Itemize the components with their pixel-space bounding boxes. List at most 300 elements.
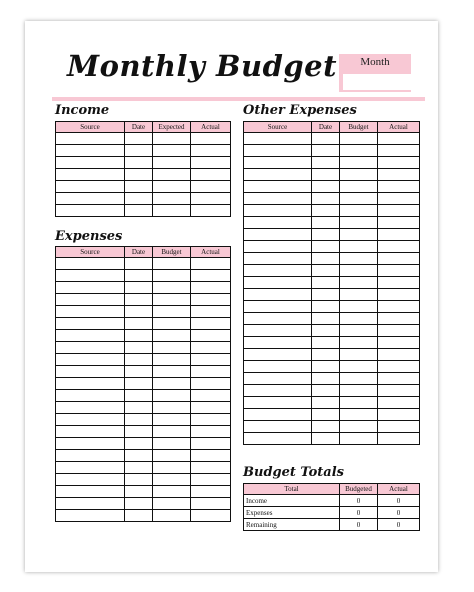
other-expenses-cell[interactable] — [340, 397, 378, 409]
other-expenses-cell[interactable] — [378, 157, 420, 169]
other-expenses-cell[interactable] — [340, 409, 378, 421]
expenses-cell[interactable] — [153, 390, 191, 402]
expenses-cell[interactable] — [191, 294, 231, 306]
totals-row-label: Remaining — [244, 519, 340, 531]
other-expenses-cell[interactable] — [244, 349, 312, 361]
income-cell[interactable] — [125, 205, 153, 217]
expenses-cell[interactable] — [56, 498, 125, 510]
other-expenses-cell[interactable] — [312, 301, 340, 313]
other-expenses-cell[interactable] — [340, 349, 378, 361]
other-expenses-cell[interactable] — [378, 337, 420, 349]
other-expenses-cell[interactable] — [340, 265, 378, 277]
expenses-cell[interactable] — [191, 486, 231, 498]
income-cell[interactable] — [56, 157, 125, 169]
other-expenses-cell[interactable] — [340, 289, 378, 301]
other-expenses-cell[interactable] — [244, 277, 312, 289]
other-expenses-cell[interactable] — [378, 145, 420, 157]
other-expenses-cell[interactable] — [378, 133, 420, 145]
other-expenses-cell[interactable] — [340, 217, 378, 229]
other-col-budget: Budget — [340, 122, 378, 133]
other-expenses-cell[interactable] — [378, 253, 420, 265]
expenses-cell[interactable] — [153, 294, 191, 306]
expenses-cell[interactable] — [191, 474, 231, 486]
other-expenses-cell[interactable] — [312, 265, 340, 277]
expenses-cell[interactable] — [125, 402, 153, 414]
other-expenses-cell[interactable] — [340, 337, 378, 349]
other-col-date: Date — [312, 122, 340, 133]
expenses-cell[interactable] — [125, 342, 153, 354]
income-cell[interactable] — [191, 133, 231, 145]
income-table — [55, 121, 231, 217]
other-expenses-cell[interactable] — [312, 361, 340, 373]
expenses-cell[interactable] — [191, 498, 231, 510]
other-expenses-cell[interactable] — [244, 133, 312, 145]
totals-budgeted-value: 0 — [340, 507, 378, 519]
expenses-row — [56, 258, 231, 270]
other-expenses-cell[interactable] — [340, 385, 378, 397]
expenses-cell[interactable] — [125, 270, 153, 282]
expenses-row — [56, 342, 231, 354]
month-input[interactable] — [343, 74, 411, 90]
income-cell[interactable] — [191, 205, 231, 217]
other-expenses-cell[interactable] — [244, 409, 312, 421]
other-expenses-cell[interactable] — [378, 409, 420, 421]
other-expenses-cell[interactable] — [340, 325, 378, 337]
expenses-cell[interactable] — [153, 474, 191, 486]
expenses-cell[interactable] — [56, 474, 125, 486]
totals-row-remaining — [244, 519, 420, 531]
expenses-cell[interactable] — [153, 354, 191, 366]
expenses-cell[interactable] — [191, 414, 231, 426]
income-cell[interactable] — [56, 205, 125, 217]
income-cell[interactable] — [56, 181, 125, 193]
expenses-row — [56, 390, 231, 402]
expenses-cell[interactable] — [125, 426, 153, 438]
other-expenses-row — [244, 193, 420, 205]
other-expenses-cell[interactable] — [312, 229, 340, 241]
other-expenses-row — [244, 301, 420, 313]
other-expenses-cell[interactable] — [244, 373, 312, 385]
other-expenses-cell[interactable] — [378, 181, 420, 193]
expenses-cell[interactable] — [191, 378, 231, 390]
expenses-cell[interactable] — [125, 498, 153, 510]
other-expenses-row — [244, 325, 420, 337]
totals-actual-value: 0 — [378, 495, 420, 507]
expenses-cell[interactable] — [153, 510, 191, 522]
income-cell[interactable] — [56, 133, 125, 145]
expenses-cell[interactable] — [153, 462, 191, 474]
expenses-cell[interactable] — [125, 330, 153, 342]
expenses-cell[interactable] — [153, 330, 191, 342]
other-expenses-cell[interactable] — [312, 193, 340, 205]
other-expenses-cell[interactable] — [378, 397, 420, 409]
other-expenses-cell[interactable] — [312, 313, 340, 325]
expenses-cell[interactable] — [191, 270, 231, 282]
other-expenses-cell[interactable] — [244, 337, 312, 349]
expenses-cell[interactable] — [56, 354, 125, 366]
other-expenses-cell[interactable] — [312, 133, 340, 145]
income-cell[interactable] — [153, 133, 191, 145]
other-expenses-cell[interactable] — [378, 289, 420, 301]
other-expenses-cell[interactable] — [244, 313, 312, 325]
expenses-cell[interactable] — [153, 414, 191, 426]
expenses-title: Expenses — [55, 229, 123, 244]
other-expenses-cell[interactable] — [312, 397, 340, 409]
other-expenses-cell[interactable] — [378, 241, 420, 253]
other-expenses-cell[interactable] — [340, 193, 378, 205]
income-cell[interactable] — [153, 181, 191, 193]
other-expenses-row — [244, 217, 420, 229]
other-expenses-cell[interactable] — [312, 181, 340, 193]
income-cell[interactable] — [191, 157, 231, 169]
other-expenses-cell[interactable] — [378, 205, 420, 217]
other-expenses-cell[interactable] — [378, 169, 420, 181]
other-expenses-cell[interactable] — [340, 361, 378, 373]
month-label: Month — [360, 56, 390, 68]
income-cell[interactable] — [56, 169, 125, 181]
expenses-row — [56, 282, 231, 294]
income-title: Income — [55, 103, 110, 118]
other-expenses-cell[interactable] — [378, 265, 420, 277]
other-expenses-cell[interactable] — [312, 325, 340, 337]
other-expenses-cell[interactable] — [244, 385, 312, 397]
income-cell[interactable] — [56, 145, 125, 157]
expenses-row — [56, 354, 231, 366]
other-expenses-cell[interactable] — [340, 241, 378, 253]
other-expenses-cell[interactable] — [340, 277, 378, 289]
expenses-cell[interactable] — [125, 486, 153, 498]
other-expenses-cell[interactable] — [378, 361, 420, 373]
expenses-cell[interactable] — [153, 378, 191, 390]
other-expenses-cell[interactable] — [340, 421, 378, 433]
income-row — [56, 181, 231, 193]
expenses-row — [56, 498, 231, 510]
expenses-cell[interactable] — [56, 390, 125, 402]
other-expenses-cell[interactable] — [312, 421, 340, 433]
other-expenses-cell[interactable] — [378, 217, 420, 229]
other-expenses-row — [244, 205, 420, 217]
expenses-cell[interactable] — [153, 306, 191, 318]
expenses-cell[interactable] — [125, 474, 153, 486]
expenses-row — [56, 450, 231, 462]
income-cell[interactable] — [125, 145, 153, 157]
other-expenses-cell[interactable] — [340, 205, 378, 217]
expenses-cell[interactable] — [153, 282, 191, 294]
other-expenses-cell[interactable] — [244, 193, 312, 205]
expenses-cell[interactable] — [125, 366, 153, 378]
income-col-source: Source — [56, 122, 125, 133]
expenses-row — [56, 270, 231, 282]
expenses-cell[interactable] — [56, 462, 125, 474]
expenses-cell[interactable] — [153, 318, 191, 330]
other-expenses-cell[interactable] — [312, 253, 340, 265]
other-expenses-cell[interactable] — [378, 301, 420, 313]
income-row — [56, 145, 231, 157]
other-expenses-cell[interactable] — [312, 373, 340, 385]
income-cell[interactable] — [191, 181, 231, 193]
other-expenses-cell[interactable] — [340, 133, 378, 145]
expenses-cell[interactable] — [153, 270, 191, 282]
totals-row-income — [244, 495, 420, 507]
expenses-cell[interactable] — [191, 330, 231, 342]
other-expenses-cell[interactable] — [340, 169, 378, 181]
other-expenses-cell[interactable] — [312, 289, 340, 301]
other-expenses-cell[interactable] — [244, 265, 312, 277]
expenses-cell[interactable] — [125, 306, 153, 318]
expenses-row — [56, 486, 231, 498]
income-cell[interactable] — [125, 193, 153, 205]
totals-col-actual: Actual — [378, 484, 420, 495]
other-expenses-row — [244, 229, 420, 241]
income-cell[interactable] — [125, 133, 153, 145]
other-expenses-cell[interactable] — [244, 361, 312, 373]
other-expenses-row — [244, 241, 420, 253]
expenses-cell[interactable] — [125, 414, 153, 426]
income-cell[interactable] — [191, 145, 231, 157]
totals-row-label: Income — [244, 495, 340, 507]
expenses-row — [56, 306, 231, 318]
expenses-cell[interactable] — [56, 402, 125, 414]
expenses-cell[interactable] — [56, 414, 125, 426]
other-expenses-cell[interactable] — [312, 337, 340, 349]
expenses-cell[interactable] — [56, 426, 125, 438]
expenses-cell[interactable] — [191, 510, 231, 522]
expenses-cell[interactable] — [56, 438, 125, 450]
income-cell[interactable] — [191, 193, 231, 205]
other-expenses-cell[interactable] — [340, 181, 378, 193]
expenses-cell[interactable] — [125, 462, 153, 474]
other-expenses-row — [244, 181, 420, 193]
expenses-cell[interactable] — [125, 354, 153, 366]
expenses-cell[interactable] — [153, 342, 191, 354]
other-expenses-cell[interactable] — [378, 193, 420, 205]
expenses-cell[interactable] — [125, 282, 153, 294]
expenses-cell[interactable] — [56, 342, 125, 354]
other-expenses-row — [244, 349, 420, 361]
other-expenses-row — [244, 157, 420, 169]
other-expenses-row — [244, 421, 420, 433]
other-expenses-cell[interactable] — [244, 145, 312, 157]
income-cell[interactable] — [56, 193, 125, 205]
month-box — [339, 54, 411, 92]
other-col-actual: Actual — [378, 122, 420, 133]
other-expenses-cell[interactable] — [244, 433, 312, 445]
totals-row-label: Expenses — [244, 507, 340, 519]
income-cell[interactable] — [153, 169, 191, 181]
expenses-row — [56, 462, 231, 474]
expenses-cell[interactable] — [125, 450, 153, 462]
totals-col-total: Total — [244, 484, 340, 495]
expenses-row — [56, 438, 231, 450]
other-expenses-cell[interactable] — [378, 433, 420, 445]
expenses-row — [56, 294, 231, 306]
other-expenses-cell[interactable] — [244, 301, 312, 313]
expenses-cell[interactable] — [125, 258, 153, 270]
expenses-cell[interactable] — [56, 330, 125, 342]
other-expenses-cell[interactable] — [312, 433, 340, 445]
expenses-cell[interactable] — [191, 450, 231, 462]
expenses-row — [56, 318, 231, 330]
expenses-cell[interactable] — [191, 354, 231, 366]
other-expenses-row — [244, 265, 420, 277]
totals-row-expenses — [244, 507, 420, 519]
other-expenses-row — [244, 433, 420, 445]
other-expenses-cell[interactable] — [340, 157, 378, 169]
expenses-cell[interactable] — [153, 402, 191, 414]
title-divider — [52, 97, 425, 101]
expenses-cell[interactable] — [125, 294, 153, 306]
other-expenses-cell[interactable] — [244, 181, 312, 193]
income-cell[interactable] — [125, 181, 153, 193]
other-expenses-cell[interactable] — [312, 205, 340, 217]
other-expenses-cell[interactable] — [378, 313, 420, 325]
other-expenses-cell[interactable] — [244, 169, 312, 181]
expenses-cell[interactable] — [191, 390, 231, 402]
expenses-row — [56, 402, 231, 414]
other-expenses-cell[interactable] — [378, 385, 420, 397]
expenses-cell[interactable] — [125, 438, 153, 450]
expenses-cell[interactable] — [56, 450, 125, 462]
expenses-cell[interactable] — [125, 378, 153, 390]
expenses-cell[interactable] — [191, 282, 231, 294]
expenses-cell[interactable] — [153, 450, 191, 462]
other-expenses-cell[interactable] — [340, 433, 378, 445]
other-expenses-cell[interactable] — [244, 325, 312, 337]
totals-budgeted-value: 0 — [340, 519, 378, 531]
other-expenses-cell[interactable] — [312, 349, 340, 361]
expenses-cell[interactable] — [191, 318, 231, 330]
other-expenses-table — [243, 121, 420, 445]
expenses-cell[interactable] — [56, 270, 125, 282]
expenses-cell[interactable] — [153, 486, 191, 498]
expenses-cell[interactable] — [125, 510, 153, 522]
expenses-cell[interactable] — [153, 426, 191, 438]
other-expenses-row — [244, 277, 420, 289]
income-cell[interactable] — [125, 169, 153, 181]
other-expenses-cell[interactable] — [244, 289, 312, 301]
income-cell[interactable] — [153, 193, 191, 205]
expenses-cell[interactable] — [56, 378, 125, 390]
expenses-row — [56, 366, 231, 378]
expenses-cell[interactable] — [153, 366, 191, 378]
other-expenses-cell[interactable] — [378, 325, 420, 337]
other-expenses-cell[interactable] — [312, 157, 340, 169]
expenses-cell[interactable] — [191, 438, 231, 450]
other-expenses-cell[interactable] — [340, 373, 378, 385]
income-cell[interactable] — [153, 157, 191, 169]
other-expenses-cell[interactable] — [340, 145, 378, 157]
expenses-cell[interactable] — [56, 318, 125, 330]
other-expenses-cell[interactable] — [378, 349, 420, 361]
other-expenses-cell[interactable] — [378, 229, 420, 241]
expenses-cell[interactable] — [191, 306, 231, 318]
expenses-cell[interactable] — [56, 306, 125, 318]
other-col-source: Source — [244, 122, 312, 133]
expenses-cell[interactable] — [191, 402, 231, 414]
expenses-cell[interactable] — [153, 258, 191, 270]
expenses-cell[interactable] — [153, 438, 191, 450]
other-expenses-cell[interactable] — [340, 301, 378, 313]
other-expenses-cell[interactable] — [244, 253, 312, 265]
other-expenses-row — [244, 313, 420, 325]
income-row — [56, 157, 231, 169]
expenses-cell[interactable] — [191, 342, 231, 354]
income-row — [56, 169, 231, 181]
other-expenses-row — [244, 145, 420, 157]
expenses-cell[interactable] — [191, 462, 231, 474]
expenses-cell[interactable] — [56, 366, 125, 378]
other-expenses-cell[interactable] — [312, 145, 340, 157]
other-expenses-cell[interactable] — [378, 277, 420, 289]
other-expenses-row — [244, 373, 420, 385]
expenses-cell[interactable] — [56, 510, 125, 522]
totals-actual-value: 0 — [378, 519, 420, 531]
other-expenses-cell[interactable] — [340, 229, 378, 241]
other-expenses-cell[interactable] — [312, 241, 340, 253]
expenses-cell[interactable] — [191, 426, 231, 438]
other-expenses-cell[interactable] — [340, 253, 378, 265]
totals-col-budgeted: Budgeted — [340, 484, 378, 495]
expenses-cell[interactable] — [56, 294, 125, 306]
other-expenses-cell[interactable] — [312, 217, 340, 229]
income-row — [56, 193, 231, 205]
other-expenses-cell[interactable] — [340, 313, 378, 325]
other-expenses-title: Other Expenses — [243, 103, 357, 118]
expenses-row — [56, 330, 231, 342]
income-row — [56, 133, 231, 145]
budget-totals-title: Budget Totals — [243, 465, 344, 480]
expenses-row — [56, 426, 231, 438]
other-expenses-cell[interactable] — [244, 229, 312, 241]
other-expenses-row — [244, 385, 420, 397]
expenses-cell[interactable] — [56, 258, 125, 270]
other-expenses-cell[interactable] — [312, 169, 340, 181]
other-expenses-cell[interactable] — [244, 157, 312, 169]
other-expenses-row — [244, 397, 420, 409]
expenses-cell[interactable] — [153, 498, 191, 510]
income-cell[interactable] — [125, 157, 153, 169]
other-expenses-row — [244, 337, 420, 349]
other-expenses-cell[interactable] — [244, 205, 312, 217]
other-expenses-cell[interactable] — [312, 277, 340, 289]
expenses-cell[interactable] — [125, 390, 153, 402]
income-row — [56, 205, 231, 217]
expenses-cell[interactable] — [191, 258, 231, 270]
expenses-cell[interactable] — [125, 318, 153, 330]
other-expenses-cell[interactable] — [244, 217, 312, 229]
expenses-row — [56, 414, 231, 426]
income-cell[interactable] — [153, 205, 191, 217]
expenses-row — [56, 510, 231, 522]
other-expenses-cell[interactable] — [244, 241, 312, 253]
other-expenses-row — [244, 133, 420, 145]
expenses-cell[interactable] — [56, 282, 125, 294]
income-cell[interactable] — [191, 169, 231, 181]
other-expenses-cell[interactable] — [312, 409, 340, 421]
other-expenses-row — [244, 253, 420, 265]
other-expenses-cell[interactable] — [378, 421, 420, 433]
other-expenses-cell[interactable] — [312, 385, 340, 397]
other-expenses-cell[interactable] — [244, 421, 312, 433]
income-col-expected: Expected — [153, 122, 191, 133]
other-expenses-cell[interactable] — [378, 373, 420, 385]
income-cell[interactable] — [153, 145, 191, 157]
expenses-cell[interactable] — [56, 486, 125, 498]
expenses-col-actual: Actual — [191, 247, 231, 258]
expenses-cell[interactable] — [191, 366, 231, 378]
budget-sheet — [25, 21, 438, 572]
other-expenses-cell[interactable] — [244, 397, 312, 409]
